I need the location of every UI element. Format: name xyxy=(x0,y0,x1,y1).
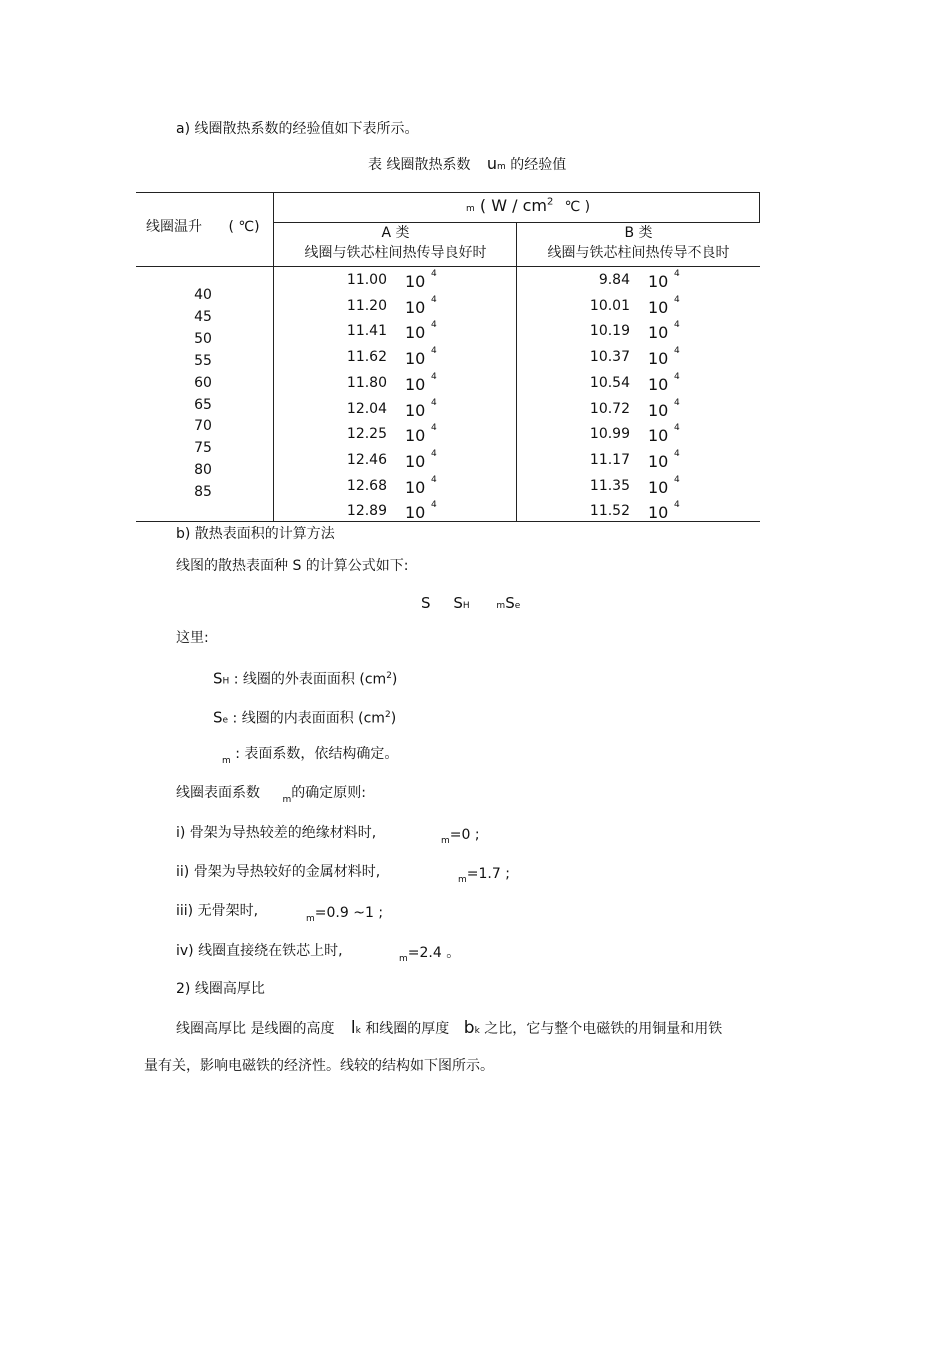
rule-1-value-text: =0 ; xyxy=(449,827,480,843)
def-m-text: : 表面系数，依结构确定。 xyxy=(235,746,399,762)
value-exponent: 4 xyxy=(431,346,437,357)
principle-sub: m xyxy=(282,795,292,805)
rule-1-value xyxy=(441,826,480,846)
unit-main: ( W / cm xyxy=(479,196,547,215)
value-base: 10 xyxy=(648,503,669,523)
value-exponent: 4 xyxy=(674,397,680,408)
temp-cell: 70 xyxy=(194,418,212,435)
value-exponent: 4 xyxy=(674,294,680,305)
principle xyxy=(176,784,366,804)
rule-4-value xyxy=(399,944,460,964)
para-p1: 线圈高厚比 是线圈的高度 xyxy=(176,1021,335,1037)
value-base: 10 xyxy=(405,374,426,394)
rule-3-value-text: =0.9 ~1 ; xyxy=(314,905,384,921)
para-l: l xyxy=(350,1018,356,1038)
para-p3: 之比，它与整个电磁铁的用铜量和用铁 xyxy=(484,1021,723,1037)
value-mantissa: 9.84 xyxy=(598,272,630,288)
rule-2-sub: m xyxy=(458,875,467,885)
formula-se: S xyxy=(505,594,515,612)
value-mantissa: 10.19 xyxy=(589,323,630,340)
principle-suffix: 的确定原则: xyxy=(291,785,366,801)
unit-end: ℃ ) xyxy=(564,199,591,215)
principle-prefix: 线圈表面系数 xyxy=(176,785,260,801)
table-divider-3 xyxy=(759,192,760,223)
value-mantissa: 11.62 xyxy=(346,349,387,366)
rule-2-label: ii) 骨架为导热较好的金属材料时, xyxy=(176,864,381,880)
value-exponent: 4 xyxy=(431,371,437,382)
value-exponent: 4 xyxy=(431,320,437,331)
col-a-title: A 类 xyxy=(381,225,410,241)
temp-cell: 40 xyxy=(194,287,212,303)
value-exponent: 4 xyxy=(674,269,680,279)
table-divider-2 xyxy=(516,222,517,522)
value-exponent: 4 xyxy=(431,500,437,511)
def-se xyxy=(213,706,396,730)
table-caption xyxy=(368,155,566,176)
def-sh xyxy=(213,667,397,691)
def-sh-close: ) xyxy=(391,671,398,688)
def-m-sub: m xyxy=(222,756,231,766)
value-exponent: 4 xyxy=(431,269,437,279)
col-b-title: B 类 xyxy=(624,225,653,241)
value-exponent: 4 xyxy=(431,423,437,434)
table-top-rule xyxy=(136,192,760,193)
value-exponent: 4 xyxy=(674,474,680,485)
temp-cell: 80 xyxy=(194,462,212,479)
value-base: 10 xyxy=(648,349,669,369)
value-mantissa: 11.41 xyxy=(346,323,387,340)
para-b-sub: k xyxy=(474,1026,480,1036)
section-b-heading: b) 散热表面积的计算方法 xyxy=(176,526,335,542)
value-mantissa: 10.72 xyxy=(589,400,630,417)
def-sh-text: : 线圈的外表面面积 (cm xyxy=(233,671,387,688)
formula-m-sub: m xyxy=(496,601,506,611)
value-base: 10 xyxy=(648,426,669,446)
rule-4-value-text: =2.4 。 xyxy=(407,945,461,961)
rule-3-label: iii) 无骨架时, xyxy=(176,903,259,919)
value-base: 10 xyxy=(405,323,426,343)
here-label: 这里: xyxy=(176,630,209,646)
temp-cell: 65 xyxy=(194,396,212,413)
rule-2-value-text: =1.7 ; xyxy=(466,866,510,882)
value-exponent: 4 xyxy=(674,320,680,331)
temp-cell: 85 xyxy=(194,484,212,501)
value-exponent: 4 xyxy=(431,448,437,459)
formula-se-sub: e xyxy=(514,601,521,611)
caption-sub: m xyxy=(497,162,506,172)
formula-intro: 线图的散热表面种 S 的计算公式如下: xyxy=(176,558,409,574)
value-mantissa: 10.01 xyxy=(589,297,630,314)
section-2-heading: 2) 线圈高厚比 xyxy=(176,981,265,997)
unit-sup: 2 xyxy=(546,196,554,208)
caption-prefix: 表 线圈散热系数 xyxy=(368,157,471,173)
rule-3-sub: m xyxy=(306,914,315,924)
value-exponent: 4 xyxy=(431,294,437,305)
rule-3-value xyxy=(306,904,383,924)
value-exponent: 4 xyxy=(674,423,680,434)
value-base: 10 xyxy=(405,400,426,420)
value-base: 10 xyxy=(405,451,426,471)
rule-1-label: i) 骨架为导热较差的绝缘材料时, xyxy=(176,825,377,841)
value-exponent: 4 xyxy=(431,474,437,485)
value-mantissa: 12.04 xyxy=(346,400,387,417)
value-base: 10 xyxy=(648,374,669,394)
value-base: 10 xyxy=(405,349,426,369)
formula-s: S xyxy=(421,594,431,612)
value-base: 10 xyxy=(405,503,426,523)
col-b-desc: 线圈与铁芯柱间热传导不良时 xyxy=(547,245,730,261)
value-exponent: 4 xyxy=(674,346,680,357)
caption-suffix: 的经验值 xyxy=(510,157,567,173)
value-mantissa: 12.89 xyxy=(346,503,387,520)
def-se-close: ) xyxy=(390,710,397,727)
value-base: 10 xyxy=(648,400,669,420)
def-se-sub: e xyxy=(222,715,229,726)
row-header-unit: ( ℃) xyxy=(228,219,260,235)
rule-4-sub: m xyxy=(399,954,408,964)
value-exponent: 4 xyxy=(674,371,680,382)
col-a-desc: 线圈与铁芯柱间热传导良好时 xyxy=(304,245,487,261)
rule-4-label: iv) 线圈直接绕在铁芯上时, xyxy=(176,943,343,959)
unit-header xyxy=(466,196,590,215)
temp-cell: 45 xyxy=(194,308,212,325)
formula-sh: S xyxy=(453,594,463,612)
value-exponent: 4 xyxy=(674,500,680,511)
value-mantissa: 11.52 xyxy=(589,503,630,520)
value-mantissa: 12.68 xyxy=(346,477,387,494)
value-base: 10 xyxy=(405,297,426,317)
value-mantissa: 10.37 xyxy=(589,349,630,366)
value-mantissa: 12.46 xyxy=(346,451,387,468)
value-base: 10 xyxy=(648,272,669,291)
value-base: 10 xyxy=(648,477,669,497)
value-base: 10 xyxy=(405,477,426,497)
row-header xyxy=(146,218,260,236)
intro-text: a) 线圈散热系数的经验值如下表所示。 xyxy=(176,121,419,137)
formula-sh-sub: H xyxy=(462,601,470,611)
def-se-sup: 2 xyxy=(384,710,391,720)
temp-cell: 75 xyxy=(194,440,212,457)
value-base: 10 xyxy=(648,297,669,317)
temp-cell: 60 xyxy=(194,374,212,391)
paragraph-line-1 xyxy=(176,1019,722,1040)
def-m xyxy=(222,745,398,765)
para-l-sub: k xyxy=(355,1026,361,1036)
para-b: b xyxy=(463,1018,475,1038)
value-mantissa: 10.54 xyxy=(589,374,630,391)
rule-1-sub: m xyxy=(441,836,450,846)
value-base: 10 xyxy=(648,451,669,471)
value-mantissa: 11.00 xyxy=(346,272,387,288)
value-exponent: 4 xyxy=(431,397,437,408)
paragraph-line-2: 量有关，影响电磁铁的经济性。线较的结构如下图所示。 xyxy=(144,1058,494,1074)
rule-2-value xyxy=(458,865,510,885)
value-mantissa: 11.35 xyxy=(589,477,630,494)
caption-symbol: u xyxy=(486,154,498,173)
para-p2: 和线圈的厚度 xyxy=(365,1021,450,1037)
table-header-rule xyxy=(136,266,760,267)
value-mantissa: 12.25 xyxy=(346,426,387,443)
def-sh-symbol: S xyxy=(213,669,223,688)
value-mantissa: 11.80 xyxy=(346,374,387,391)
value-base: 10 xyxy=(648,323,669,343)
def-sh-sub: H xyxy=(222,676,230,687)
formula xyxy=(421,594,520,612)
value-mantissa: 11.17 xyxy=(589,451,630,468)
row-header-label: 线圈温升 xyxy=(146,219,202,235)
value-mantissa: 11.20 xyxy=(346,297,387,314)
value-base: 10 xyxy=(405,426,426,446)
unit-sub: m xyxy=(466,204,475,214)
def-sh-sup: 2 xyxy=(386,671,392,681)
def-se-text: : 线圈的内表面面积 (cm xyxy=(232,710,385,727)
def-se-symbol: S xyxy=(213,708,223,727)
value-mantissa: 10.99 xyxy=(589,426,630,443)
value-base: 10 xyxy=(405,272,426,291)
temp-cell: 50 xyxy=(194,330,212,347)
temp-cell: 55 xyxy=(194,352,212,369)
value-exponent: 4 xyxy=(674,448,680,459)
